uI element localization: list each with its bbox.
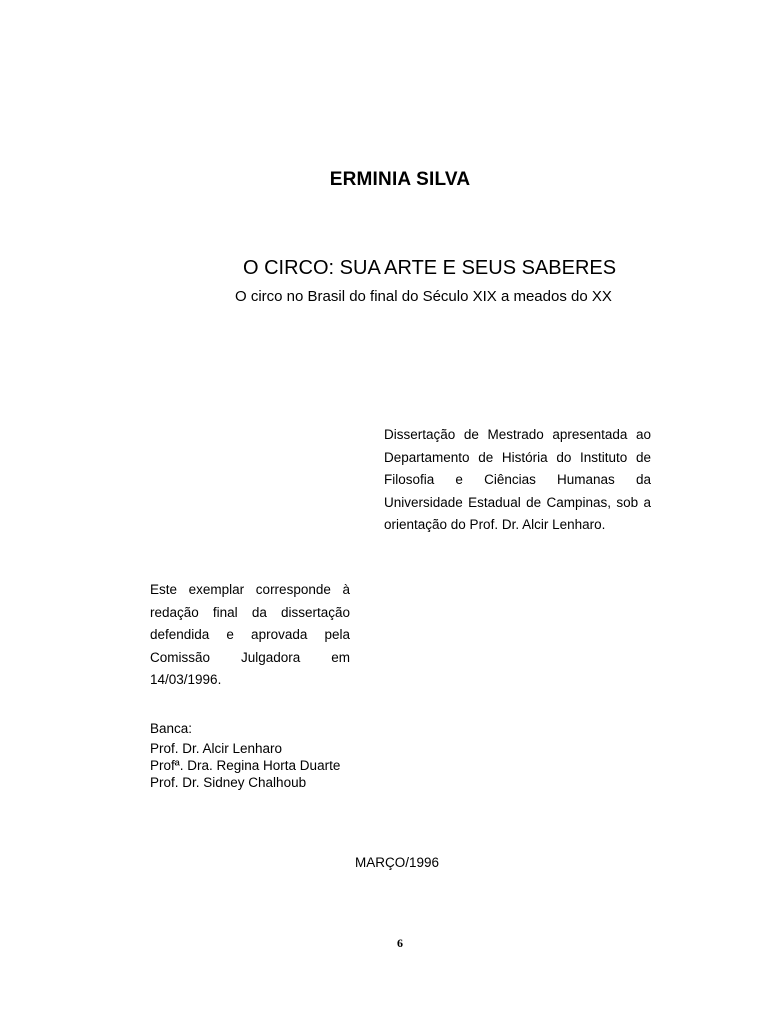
banca-member: Prof. Dr. Alcir Lenharo — [150, 741, 283, 756]
thesis-title: O CIRCO: SUA ARTE E SEUS SABERES — [243, 257, 617, 279]
exemplar-note: Este exemplar corresponde à redação final da dissertação defendida e aprovada pela Comissão Julgadora em 14/03/1996. — [150, 582, 350, 687]
banca-section — [150, 720, 340, 791]
submission-date: MARÇO/1996 — [355, 855, 440, 870]
banca-member: Prof. Dr. Sidney Chalhoub — [150, 775, 307, 790]
thesis-subtitle: O circo no Brasil do final do Século XIX a meados do XX — [235, 288, 612, 305]
page-number: 6 — [397, 936, 403, 950]
author-name: ERMINIA SILVA — [329, 169, 471, 190]
dissertation-note: Dissertação de Mestrado apresentada ao Departamento de História do Instituto de Filosofia e Ciências Humanas da Universidade Estadual de Campinas, sob a orientação do Prof. Dr. Alcir Lenharo. — [384, 427, 651, 532]
banca-member: Profª. Dra. Regina Horta Duarte — [150, 758, 341, 773]
banca-label: Banca: — [150, 721, 193, 736]
